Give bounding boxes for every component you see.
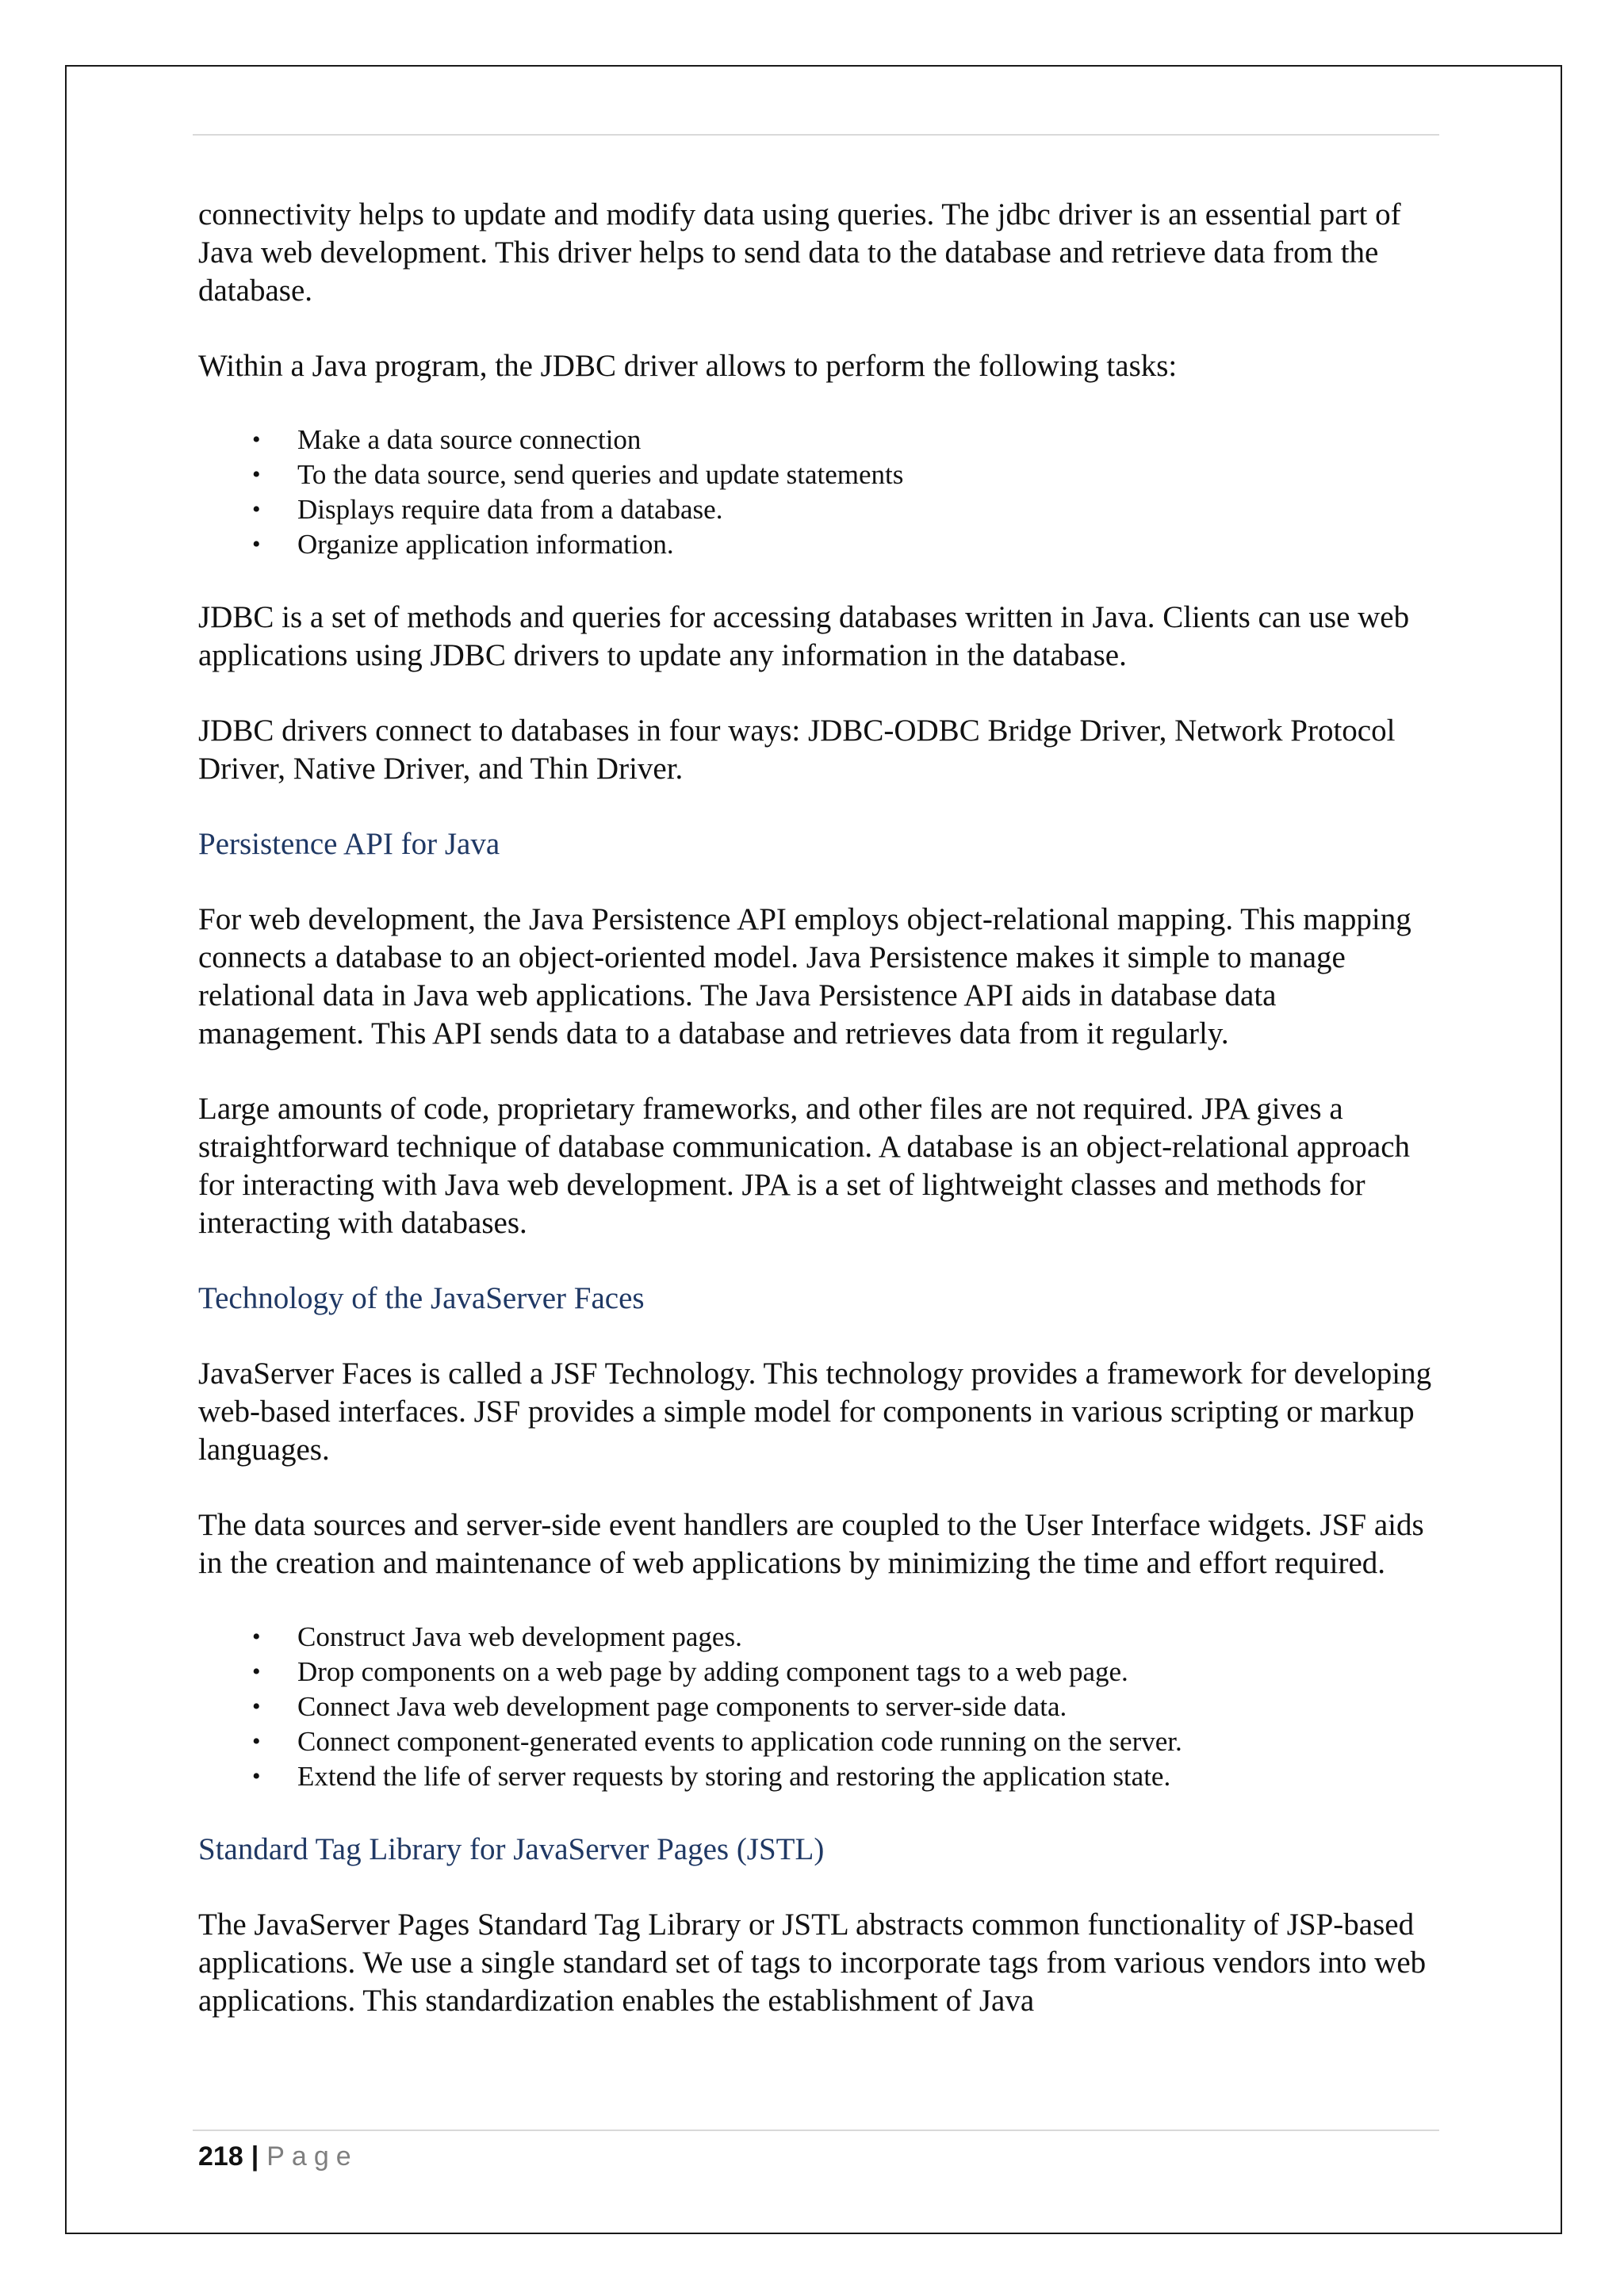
- list-item: [198, 1655, 1443, 1689]
- list-item: [198, 423, 1443, 457]
- list-item-text: Connect Java web development page components to server-side data.: [297, 1691, 1067, 1722]
- paragraph: Within a Java program, the JDBC driver allows to perform the following tasks:: [198, 349, 1178, 383]
- paragraph: For web development, the Java Persistence API employs object-relational mapping. This mapping connects a database to an object-oriented model. Java Persistence makes it simple to manage relational data in Java web applications. The Java Persistence API aids in database data management. This API sends data to a database and retrieves data from it regularly.: [198, 902, 1411, 1050]
- bullet-list: [198, 1620, 1443, 1794]
- bullet-list: [198, 423, 1443, 562]
- paragraph: The JavaServer Pages Standard Tag Library or JSTL abstracts common functionality of JSP-based applications. We use a single standard set of tags to incorporate tags from various vendors into web applications. This standardization enables the establishment of Java: [198, 1908, 1427, 2018]
- bullet-icon: •: [252, 461, 261, 488]
- paragraph: connectivity helps to update and modify data using queries. The jdbc driver is an essential part of Java web development. This driver helps to send data to the database and retrieve data from the database.: [198, 197, 1401, 308]
- paragraph: JDBC is a set of methods and queries for accessing databases written in Java. Clients can use web applications using JDBC drivers to update any information in the database.: [198, 600, 1410, 672]
- list-item-text: Make a data source connection: [297, 424, 642, 455]
- list-item-text: Drop components on a web page by adding component tags to a web page.: [297, 1656, 1128, 1687]
- list-item: [198, 527, 1443, 562]
- page-number: 218: [198, 2141, 243, 2172]
- bullet-icon: •: [252, 1659, 261, 1685]
- page-footer: [198, 2141, 358, 2172]
- list-item: [198, 1620, 1443, 1655]
- paragraph: JavaServer Faces is called a JSF Technology. This technology provides a framework for developing web-based interfaces. JSF provides a simple model for components in various scripting or markup languages.: [198, 1357, 1432, 1467]
- section-heading: Technology of the JavaServer Faces: [198, 1281, 645, 1315]
- list-item-text: Displays require data from a database.: [297, 494, 723, 525]
- bullet-icon: •: [252, 1693, 261, 1720]
- list-item-text: Organize application information.: [297, 529, 674, 560]
- section-heading: Standard Tag Library for JavaServer Pages (JSTL): [198, 1832, 825, 1866]
- footer-rule: [193, 2130, 1439, 2131]
- bullet-icon: •: [252, 531, 261, 557]
- bullet-icon: •: [252, 1624, 261, 1650]
- list-item-text: Extend the life of server requests by storing and restoring the application state.: [297, 1761, 1171, 1792]
- bullet-icon: •: [252, 1728, 261, 1755]
- list-item: [198, 1724, 1443, 1759]
- list-item: [198, 1759, 1443, 1794]
- list-item-text: Connect component-generated events to application code running on the server.: [297, 1726, 1182, 1757]
- header-rule: [193, 134, 1439, 136]
- footer-separator: |: [251, 2141, 259, 2172]
- list-item: [198, 492, 1443, 527]
- list-item-text: Construct Java web development pages.: [297, 1621, 742, 1652]
- paragraph: JDBC drivers connect to databases in four ways: JDBC-ODBC Bridge Driver, Network Protocol Driver, Native Driver, and Thin Driver.: [198, 714, 1396, 786]
- bullet-icon: •: [252, 427, 261, 453]
- list-item: [198, 1689, 1443, 1724]
- list-item: [198, 457, 1443, 492]
- paragraph: Large amounts of code, proprietary frameworks, and other files are not required. JPA gives a straightforward technique of database communication. A database is an object-relational approach for interacting with Java web development. JPA is a set of lightweight classes and methods for interacting with databases.: [198, 1092, 1411, 1240]
- section-heading: Persistence API for Java: [198, 827, 500, 861]
- bullet-icon: •: [252, 496, 261, 522]
- bullet-icon: •: [252, 1763, 261, 1789]
- document-body: [198, 196, 1443, 2057]
- page-label: Page: [266, 2141, 358, 2172]
- list-item-text: To the data source, send queries and update statements: [297, 459, 904, 490]
- paragraph: The data sources and server-side event handlers are coupled to the User Interface widgets. JSF aids in the creation and maintenance of web applications by minimizing the time and effort required.: [198, 1508, 1424, 1580]
